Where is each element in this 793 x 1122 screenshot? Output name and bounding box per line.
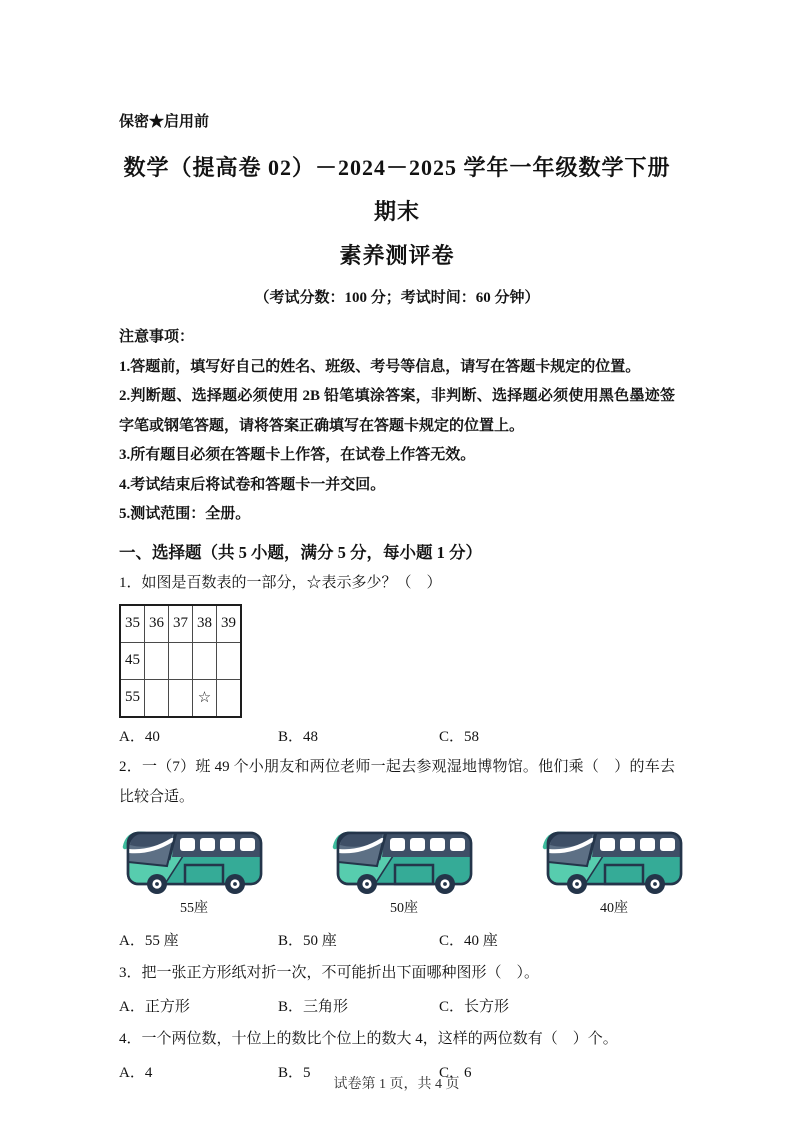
hundred-chart-cell: 55 [120,679,145,717]
notice-item-4: 4.考试结束后将试卷和答题卡一并交回。 [119,476,386,493]
hundred-chart-cell: 35 [120,605,145,643]
bus-icon [119,820,269,900]
option-a: A．正方形 [119,998,190,1015]
hundred-chart-star-cell: ☆ [193,679,217,717]
bus-capacity-label: 40座 [600,900,628,916]
notice-item-2: 2.判断题、选择题必须使用 2B 铅笔填涂答案，非判断、选择题必须使用黑色墨迹签字笔或钢笔答题，请将答案正确填写在答题卡规定的位置上。 [119,388,675,434]
table-row [120,605,241,643]
hundred-chart-cell [169,642,193,679]
question-2-text: 2．一（7）班 49 个小朋友和两位老师一起去参观湿地博物馆。他们乘（ ）的车去比较合适。 [119,758,675,805]
hundred-chart-cell: 37 [169,605,193,643]
table-row [120,679,241,717]
option-b: B．50 座 [278,932,337,949]
page-footer: 试卷第 1 页，共 4 页 [333,1077,460,1092]
hundred-chart-cell [169,679,193,717]
hundred-chart-cell: 36 [145,605,169,643]
notice-item-3: 3.所有题目必须在答题卡上作答，在试卷上作答无效。 [119,447,476,463]
option-a: A．55 座 [119,932,179,949]
page-title [119,146,675,278]
question-3 [119,958,675,1022]
question-2 [119,752,675,956]
exam-info: （考试分数：100 分；考试时间：60 分钟） [254,290,540,306]
option-c: C．40 座 [439,932,498,949]
question-1 [119,568,675,752]
option-b: B．5 [278,1064,311,1081]
bus-icon [539,820,689,900]
bus-capacity-label: 55座 [180,900,208,916]
table-row [120,642,241,679]
option-a: A．4 [119,1064,153,1081]
title-line-1: 数学（提高卷 02）－2024－2025 学年一年级数学下册期末 [123,155,671,224]
option-c: C．58 [439,728,480,745]
question-2-options [119,926,675,956]
hundred-chart-cell: 39 [217,605,242,643]
title-line-2: 素养测评卷 [339,243,455,268]
section-heading: 一、选择题（共 5 小题，满分 5 分，每小题 1 分） [119,542,482,562]
question-3-text: 3．把一张正方形纸对折一次，不可能折出下面哪种图形（ ）。 [119,964,540,981]
bus-icon [329,820,479,900]
hundred-chart-cell [193,642,217,679]
question-4-text: 4．一个两位数，十位上的数比个位上的数大 4，这样的两位数有（ ）个。 [119,1030,618,1047]
hundred-chart-cell: 45 [120,642,145,679]
hundred-chart-cell [217,642,242,679]
notice-item-5: 5.测试范围：全册。 [119,506,251,522]
notice-block [119,323,675,530]
option-c: C．长方形 [439,998,510,1015]
bus-figure-40 [536,820,692,918]
bus-figure-50 [326,820,482,918]
bus-figure-55 [116,820,272,918]
hundred-chart-cell [145,642,169,679]
hundred-chart-table [119,604,242,718]
option-b: B．三角形 [278,998,349,1015]
notice-heading: 注意事项： [119,329,195,345]
option-b: B．48 [278,728,319,745]
bus-figures-row [116,820,692,918]
security-notice: 保密★启用前 [119,114,210,130]
question-1-text: 1．如图是百数表的一部分，☆表示多少？（ ） [119,574,442,591]
hundred-chart-cell: 38 [193,605,217,643]
option-c: C．6 [439,1064,472,1081]
hundred-chart-cell [217,679,242,717]
option-a: A．40 [119,728,160,745]
bus-capacity-label: 50座 [390,900,418,916]
question-3-options [119,992,675,1022]
notice-item-1: 1.答题前，填写好自己的姓名、班级、考号等信息，请写在答题卡规定的位置。 [119,358,641,375]
question-1-options [119,722,675,752]
hundred-chart-cell [145,679,169,717]
